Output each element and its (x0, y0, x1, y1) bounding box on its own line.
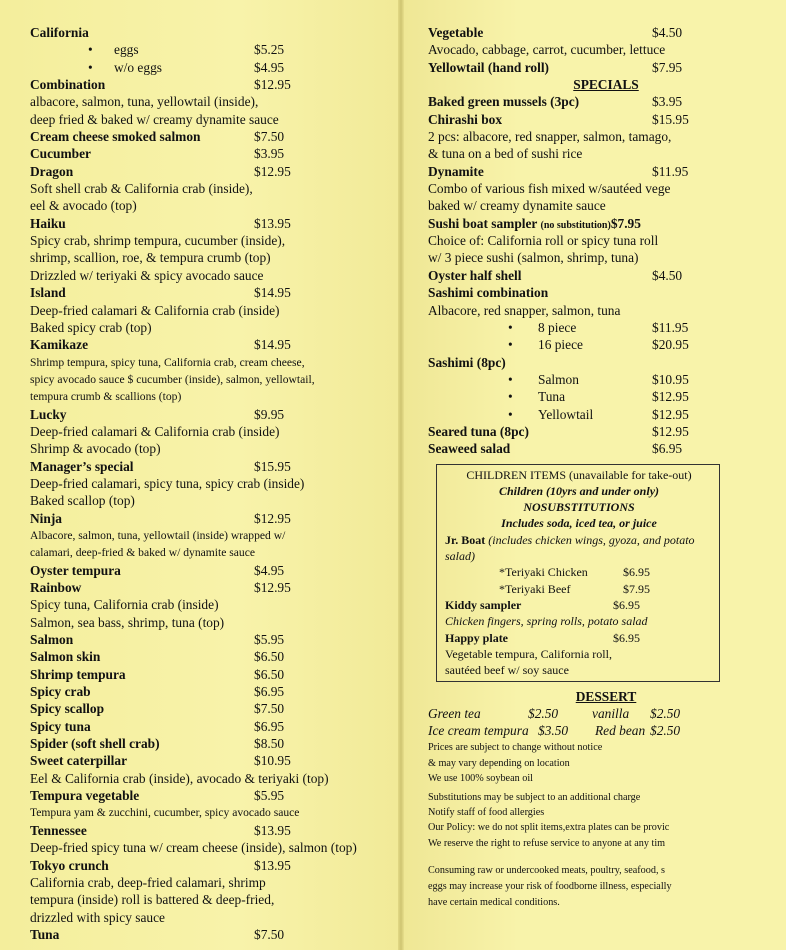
item-price: $4.50 (652, 25, 683, 40)
menu-item-ninja (30, 510, 392, 527)
item-name: Sweet caterpillar (30, 753, 128, 769)
item-description: Salmon, sea bass, shrimp, tuna (top) (30, 614, 225, 630)
item-price: $15.95 (652, 111, 689, 127)
menu-item-baked-green-mussels-3pc (428, 93, 784, 110)
item-description: Albacore, red snapper, salmon, tuna (428, 302, 621, 318)
item-name: Oyster half shell (428, 267, 522, 283)
menu-item-tokyo-crunch (30, 857, 392, 874)
item-description: Deep-fried calamari & California crab (inside) (30, 423, 280, 439)
kiddy-sampler-item: Kiddy sampler $6.95 (445, 597, 640, 612)
item-description: Avocado, cabbage, carrot, cucumber, lettuce (428, 42, 666, 58)
item-description: Albacore, salmon, tuna, yellowtail (inside) wrapped w/ (30, 528, 286, 542)
bullet-icon: • (508, 319, 513, 335)
menu-right-page (404, 0, 786, 950)
item-name: Tuna (30, 926, 60, 942)
item-name: Ninja (30, 510, 62, 526)
item-name: Rainbow (30, 580, 82, 595)
item-name: Shrimp tempura (30, 666, 126, 682)
item-name: Dynamite (428, 163, 484, 179)
item-description: baked w/ creamy dynamite sauce (428, 198, 606, 214)
sub-option-16-piece (428, 336, 784, 353)
no-substitutions-note: NOSUBSTITUTIONS (523, 500, 635, 515)
item-description: California crab, deep-fried calamari, shrimp (30, 874, 266, 890)
sub-option-salmon (428, 371, 784, 388)
happy-plate-desc-cont: sautéed beef w/ soy sauce (445, 663, 569, 678)
item-description: tempura (inside) roll is battered & deep-fried, (30, 892, 275, 908)
item-price: $6.50 (254, 666, 285, 682)
item-description: Baked spicy crab (top) (30, 319, 152, 335)
item-price: $12.95 (254, 510, 291, 526)
item-price: $3.95 (652, 94, 683, 110)
option-label: Tuna (538, 389, 566, 405)
sub-option-eggs (30, 41, 392, 58)
item-price: $12.95 (254, 163, 291, 179)
item-description: Drizzled w/ teriyaki & spicy avocado sauce (30, 267, 264, 283)
menu-item-spicy-crab (30, 683, 392, 700)
item-description: albacore, salmon, tuna, yellowtail (inside), (30, 94, 259, 110)
item-name: Vegetable (428, 25, 484, 40)
item-price: $4.95 (254, 562, 285, 578)
policy-notes: Prices are subject to change without notice & may vary depending on location We use 100% soybean oil Substitutions may be subject to an additional charge Notify staff of food allergies Our Policy: we do not split items,extra plates can be provic We reserve the right to refuse service to anyone at any tim (428, 742, 670, 849)
item-price: $5.95 (254, 632, 285, 648)
item-description: Baked scallop (top) (30, 493, 135, 509)
item-price: $14.95 (254, 285, 291, 301)
menu-item-cream-cheese-smoked-salmon (30, 128, 392, 145)
right-column (428, 24, 784, 911)
bullet-icon: • (508, 337, 513, 353)
item-name: Spicy tuna (30, 718, 91, 734)
item-name: Combination (30, 77, 106, 93)
option-price: $20.95 (652, 337, 689, 353)
item-name: Spicy scallop (30, 701, 105, 717)
option-label: 8 piece (538, 319, 577, 335)
item-name: Salmon (30, 632, 74, 648)
item-description: Deep-fried calamari, spicy tuna, spicy crab (inside) (30, 475, 305, 491)
option-label: eggs (114, 42, 139, 58)
item-name: Baked green mussels (3pc) (428, 94, 580, 110)
item-description: Deep-fried spicy tuna w/ cream cheese (inside), salmon (top) (30, 840, 357, 856)
menu-item-tempura-vegetable (30, 787, 392, 804)
item-price: $5.95 (254, 788, 285, 804)
item-price: $6.95 (254, 684, 285, 700)
item-price: $7.50 (254, 926, 285, 942)
item-name: Cucumber (30, 146, 91, 162)
option-price: $10.95 (652, 371, 689, 387)
item-name: Cream cheese smoked salmon (30, 129, 201, 145)
menu-item-spicy-tuna (30, 718, 392, 735)
menu-item-shrimp-tempura (30, 666, 392, 683)
jr-boat-note: (includes chicken wings, gyoza, and potato (488, 532, 695, 547)
menu-item-salmon (30, 631, 392, 648)
item-name: Seared tuna (8pc) (428, 423, 529, 439)
item-name: Seaweed salad (428, 441, 511, 457)
item-description: Combo of various fish mixed w/sautéed vege (428, 181, 671, 197)
menu-item-salmon-skin (30, 648, 392, 665)
menu-item-oyster-tempura (30, 562, 392, 579)
option-label: 16 piece (538, 337, 583, 353)
item-price: $7.95 (610, 215, 641, 231)
item-price: $14.95 (254, 337, 291, 353)
item-price: $3.95 (254, 146, 285, 162)
item-price: $13.95 (254, 822, 291, 838)
item-price: $9.95 (254, 406, 285, 422)
dessert-row-2: Ice cream tempura $3.50 Red bean $2.50 (428, 723, 681, 739)
menu-item-seared-tuna-8pc (428, 423, 784, 440)
item-description: Soft shell crab & California crab (inside), (30, 181, 253, 197)
teriyaki-beef-option: *Teriyaki Beef $7.95 (499, 581, 650, 596)
item-description: & tuna on a bed of sushi rice (428, 146, 583, 162)
item-name: Tokyo crunch (30, 857, 109, 873)
option-label: Yellowtail (538, 406, 594, 422)
jr-boat-name: Jr. Boat (445, 532, 489, 547)
item-price: $15.95 (254, 458, 291, 474)
menu-item-dynamite (428, 163, 784, 180)
item-description: Choice of: California roll or spicy tuna roll (428, 233, 659, 249)
item-name: Kamikaze (30, 337, 89, 353)
menu-item-oyster-half-shell (428, 267, 784, 284)
item-price: $6.95 (254, 718, 285, 734)
item-price: $13.95 (254, 857, 291, 873)
sushi-roll-list (30, 24, 392, 943)
item-name: Salmon skin (30, 649, 101, 665)
item-name: Dragon (30, 163, 74, 179)
item-description: shrimp, scallion, roe, & tempura crumb (top) (30, 250, 271, 266)
menu-item-sashimi-combination (428, 284, 784, 301)
menu-item-haiku (30, 215, 392, 232)
item-description: Shrimp & avocado (top) (30, 441, 161, 457)
item-description: Spicy crab, shrimp tempura, cucumber (inside), (30, 233, 286, 249)
menu-item-chirashi-box (428, 111, 784, 128)
sub-option-w-o-eggs (30, 59, 392, 76)
item-name: Spider (soft shell crab) (30, 736, 160, 752)
item-name: Chirashi box (428, 111, 503, 127)
sub-option-yellowtail (428, 406, 784, 423)
menu-item-spicy-scallop (30, 700, 392, 717)
option-price: $4.95 (254, 59, 285, 75)
section-header-specials: SPECIALS (573, 77, 639, 93)
bullet-icon: • (508, 389, 513, 405)
option-price: $11.95 (652, 319, 689, 335)
menu-item-vegetable (428, 24, 784, 41)
item-description: tempura crumb & scallions (top) (30, 390, 182, 404)
menu-item-seaweed-salad (428, 440, 784, 457)
item-description: spicy avocado sauce $ cucumber (inside), salmon, yellowtail, (30, 372, 315, 386)
item-name: Island (30, 285, 66, 301)
item-name: Oyster tempura (30, 562, 121, 578)
item-price: $4.50 (652, 267, 683, 283)
item-name: California (30, 25, 89, 40)
menu-item-tennessee (30, 822, 392, 839)
item-name: Yellowtail (hand roll) (428, 59, 550, 75)
item-description: w/ 3 piece sushi (salmon, shrimp, tuna) (428, 250, 639, 266)
item-name: Sashimi combination (428, 285, 549, 301)
item-name: Lucky (30, 406, 67, 422)
menu-item-sushi-boat-sampler (428, 215, 784, 232)
jr-boat-note-cont: salad) (445, 549, 475, 564)
item-price: $7.50 (254, 129, 285, 145)
option-price: $12.95 (652, 406, 689, 422)
item-description: drizzled with spicy sauce (30, 909, 165, 925)
menu-item-tuna (30, 926, 392, 943)
drinks-included-note: Includes soda, iced tea, or juice (501, 516, 657, 531)
menu-item-island (30, 284, 392, 301)
menu-item-yellowtail-hand-roll (428, 59, 784, 76)
menu-item-kamikaze (30, 336, 392, 353)
item-price: $12.95 (652, 423, 689, 439)
teriyaki-chicken-option: *Teriyaki Chicken $6.95 (499, 565, 650, 580)
item-price: $10.95 (254, 753, 291, 769)
item-name: Sashimi (8pc) (428, 354, 506, 370)
bullet-icon: • (88, 42, 93, 58)
menu-item-sashimi-8pc (428, 354, 784, 371)
menu-item-california (30, 24, 392, 41)
item-name: Tennessee (30, 822, 87, 838)
item-description: deep fried & baked w/ creamy dynamite sauce (30, 111, 279, 127)
menu-item-dragon (30, 163, 392, 180)
menu-item-spider-soft-shell-crab (30, 735, 392, 752)
food-safety-notice: Consuming raw or undercooked meats, poultry, seafood, s eggs may increase your risk of foodborne illness, especially have certain medical conditions. (428, 865, 672, 909)
item-note: (no substitution) (540, 219, 611, 231)
item-description: Tempura yam & zucchini, cucumber, spicy avocado sauce (30, 806, 300, 820)
item-name: Sushi boat sampler (428, 215, 541, 231)
menu-item-lucky (30, 406, 392, 423)
item-description: calamari, deep-fried & baked w/ dynamite sauce (30, 546, 256, 560)
item-price: $6.95 (652, 441, 683, 457)
item-price: $8.50 (254, 736, 285, 752)
happy-plate-desc: Vegetable tempura, California roll, (445, 646, 612, 661)
bullet-icon: • (508, 406, 513, 422)
menu-item-sweet-caterpillar (30, 752, 392, 769)
item-price: $7.50 (254, 701, 285, 717)
item-description: eel & avocado (top) (30, 198, 137, 214)
item-description: Spicy tuna, California crab (inside) (30, 597, 219, 613)
children-items-box (436, 464, 720, 683)
item-description: Shrimp tempura, spicy tuna, California crab, cream cheese, (30, 355, 305, 369)
bullet-icon: • (88, 59, 93, 75)
sub-option-8-piece (428, 319, 784, 336)
menu-item-manager-s-special (30, 458, 392, 475)
jr-boat-item (445, 532, 713, 548)
specials-list (428, 24, 784, 458)
sub-option-tuna (428, 388, 784, 405)
menu-item-rainbow (30, 579, 392, 596)
item-price: $12.95 (254, 580, 291, 595)
item-price: $7.95 (652, 59, 683, 75)
item-name: Haiku (30, 215, 66, 231)
dessert-title: DESSERT (575, 689, 637, 705)
item-name: Tempura vegetable (30, 788, 140, 804)
bullet-icon: • (508, 371, 513, 387)
option-label: w/o eggs (114, 59, 162, 75)
item-description: 2 pcs: albacore, red snapper, salmon, tamago, (428, 129, 672, 145)
children-title: CHILDREN ITEMS (unavailable for take-out) (466, 467, 692, 482)
dessert-row-1: Green tea $2.50 vanilla $2.50 (428, 706, 681, 722)
menu-item-combination (30, 76, 392, 93)
happy-plate-item: Happy plate $6.95 (445, 630, 640, 645)
children-subtitle: Children (10yrs and under only) (498, 483, 660, 498)
option-price: $12.95 (652, 389, 689, 405)
item-price: $13.95 (254, 215, 291, 231)
item-name: Manager’s special (30, 458, 134, 474)
option-label: Salmon (538, 371, 579, 387)
item-price: $11.95 (652, 163, 689, 179)
item-description: Eel & California crab (inside), avocado & teriyaki (top) (30, 770, 329, 786)
item-name: Spicy crab (30, 684, 91, 700)
item-price: $6.50 (254, 649, 285, 665)
kiddy-sampler-desc: Chicken fingers, spring rolls, potato salad (445, 614, 648, 629)
option-price: $5.25 (254, 42, 285, 58)
item-price: $12.95 (254, 77, 291, 93)
menu-item-cucumber (30, 145, 392, 162)
item-description: Deep-fried calamari & California crab (inside) (30, 302, 280, 318)
